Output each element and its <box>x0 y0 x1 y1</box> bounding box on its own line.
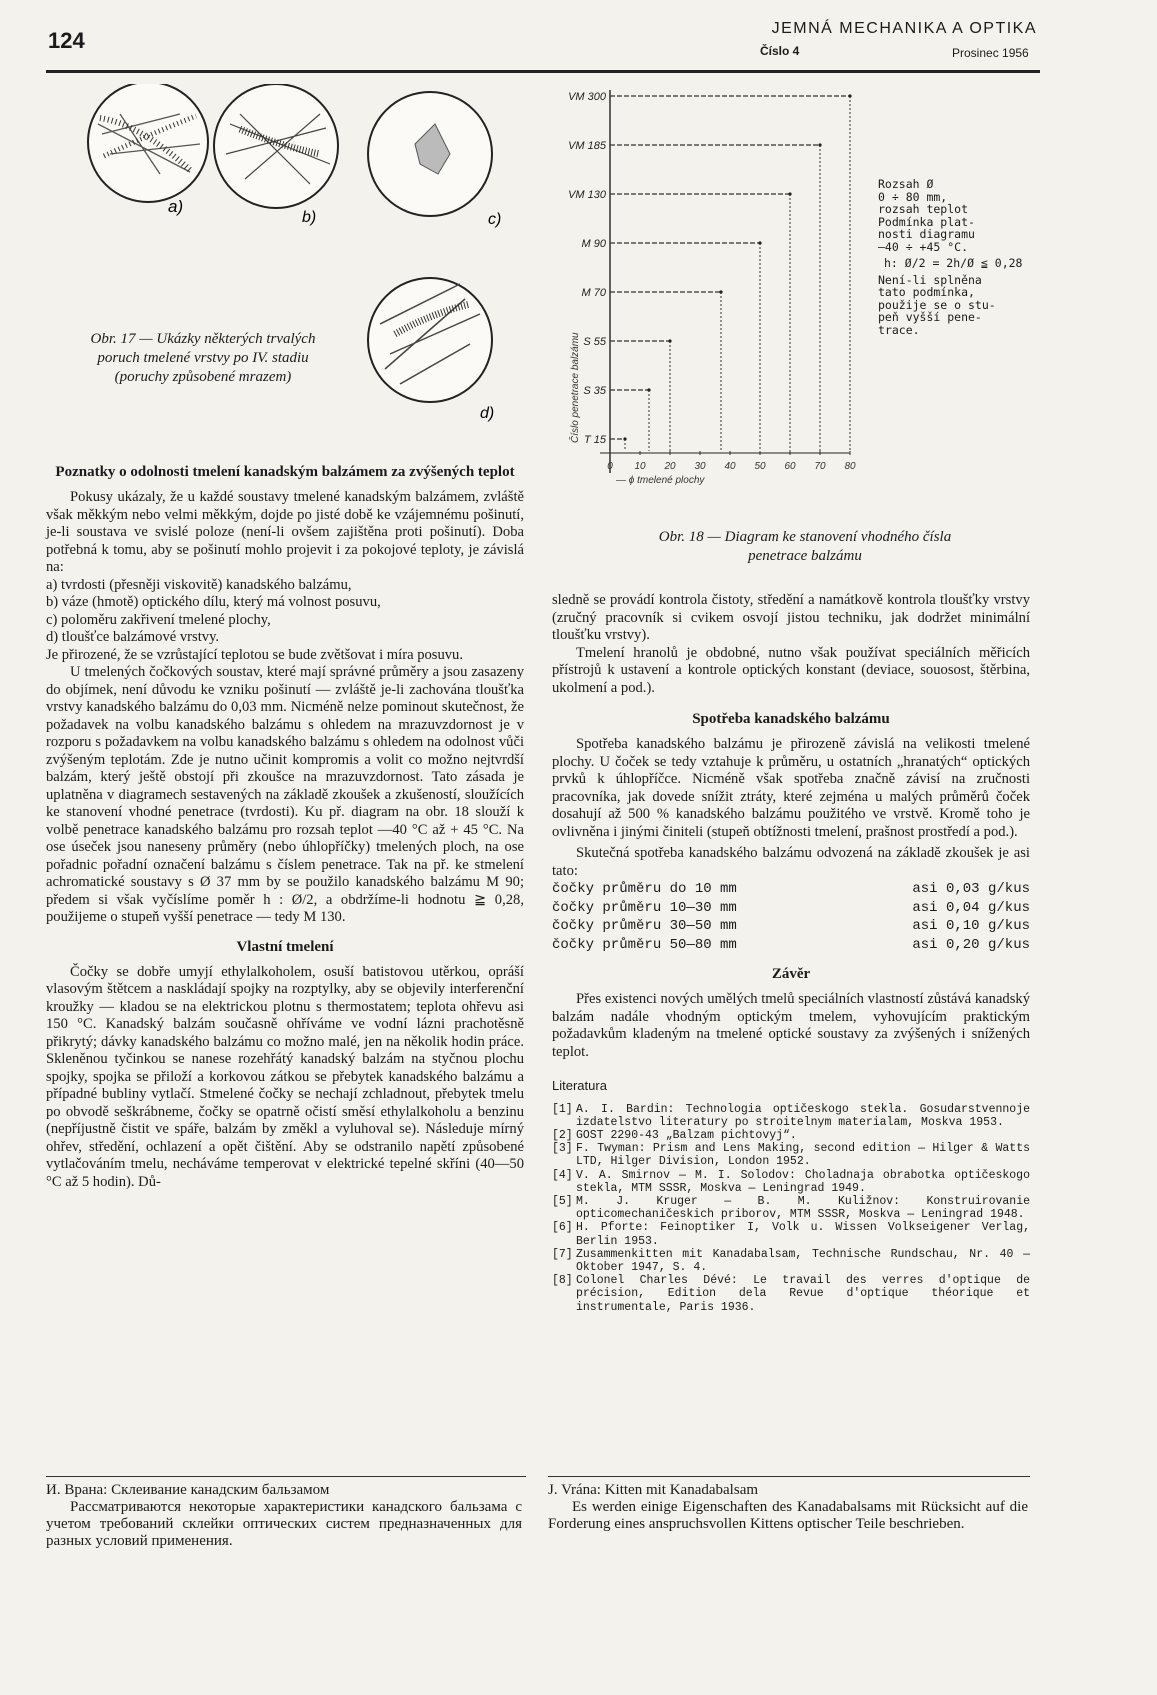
references-list <box>552 1103 1030 1314</box>
note-line: Rozsah Ø <box>878 177 934 191</box>
consumption-row <box>552 880 1030 899</box>
note-line: nosti diagramu <box>878 227 975 241</box>
note-line: trace. <box>878 322 920 337</box>
level-point <box>848 94 851 97</box>
paragraph: Přes existenci nových umělých tmelů speciálních vlastností zůstává kanadský balzám nadále vhodným optickým tmelem, vyhovujícím praktickým požadavkům kladeným na tmelené optické soustavy za zvýšených i snížených teplot. <box>552 991 1030 1060</box>
reference-text: Zusammenkitten mit Kanadabalsam, Technische Rundschau, Nr. 40 — Oktober 1947, S. 4. <box>576 1247 1030 1274</box>
paragraph: Pokusy ukázaly, že u každé soustavy tmelené kanadským balzámem, zvláště však měkkým nebo velmi měkkým, dojde po jisté době ke vzájemnému pošinutí, je-li soustava ve svislé poloze (není-li ovšem zajištěna proti pošinutí). Doba potřebná k tomu, aby se pošinutí mohlo projevit i za pokojové teploty, je závislá na: <box>46 489 524 575</box>
x-tick-label: 60 <box>784 461 796 472</box>
summary-title: И. Врана: Склеивание канадским бальзамом <box>46 1482 330 1498</box>
category-label: S 35 <box>583 385 606 397</box>
list-item: a) tvrdosti (přesněji viskovitě) kanadského balzámu, <box>46 576 352 593</box>
paragraph: Spotřeba kanadského balzámu je přirozeně závislá na velikosti tmelené plochy. U čoček se tedy vztahuje k průměru, u ostatních „hranatých“ optických prvků k úhlopříčce. Nicméně však spotřeba značně závisí na zručnosti pracovníka, jak dovede snížit ztráty, které zejména u malých průměrů čoček dosahují až 500 % kanadského balzámu použitého ve vrstvě. Kromě toho je ovlivněna i jinými činiteli (stupeň obtížnosti tmelení, prašnost prostředí a pod.). <box>552 736 1030 840</box>
caption-line: penetrace balzámu <box>748 548 862 564</box>
reference-item <box>552 1221 1030 1247</box>
category-label: T 15 <box>583 434 606 446</box>
summary-text: Es werden einige Eigenschaften des Kanadabalsams mit Rücksicht auf die Forderung eines anspruchsvollen Kittens optischer Teile beschrieben. <box>548 1499 1028 1532</box>
summary-title: J. Vrána: Kitten mit Kanadabalsam <box>548 1482 759 1498</box>
reference-item <box>552 1248 1030 1274</box>
header-rule <box>46 70 1040 73</box>
label-b: b) <box>302 209 317 226</box>
label-d: d) <box>480 405 495 422</box>
reference-number: [4] <box>552 1168 573 1182</box>
level-point <box>719 290 722 293</box>
paragraph: sledně se provádí kontrola čistoty, středění a namátkově kontrola tloušťky vrstvy (zručný pracovník si cvikem osvojí jistou techniku, jak dodržet minimální tloušťku vrstvy). <box>552 592 1030 643</box>
reference-text: GOST 2290-43 „Balzam pichtovyj“. <box>576 1128 797 1142</box>
consumption-row <box>552 936 1030 955</box>
russian-summary <box>46 1482 522 1550</box>
reference-number: [2] <box>552 1128 573 1142</box>
summary-rule-left <box>46 1476 526 1477</box>
row-label: čočky průměru 10—30 mm <box>552 899 737 916</box>
x-tick-label: 80 <box>844 461 856 472</box>
caption-line: Obr. 17 — Ukázky některých trvalých <box>90 331 316 347</box>
reference-number: [3] <box>552 1142 573 1156</box>
reference-item <box>552 1274 1030 1314</box>
paragraph: Skutečná spotřeba kanadského balzámu odvozená na základě zkoušek je asi tato: <box>552 845 1030 879</box>
reference-number: [6] <box>552 1221 573 1235</box>
note-line: h: Ø/2 = 2h/Ø ≦ 0,28 <box>884 256 1023 270</box>
list-item: d) tloušťce balzámové vrstvy. <box>46 629 220 645</box>
row-label: čočky průměru do 10 mm <box>552 881 737 897</box>
level-point <box>623 437 626 440</box>
left-column <box>46 458 524 1191</box>
reference-number: [5] <box>552 1194 573 1208</box>
category-label: M 90 <box>581 238 606 250</box>
category-label: VM 185 <box>568 140 606 152</box>
consumption-row <box>552 917 1030 936</box>
note-line: tato podmínka, <box>878 285 975 299</box>
micrograph-b <box>214 84 338 208</box>
section-heading: Spotřeba kanadského balzámu <box>692 711 890 727</box>
label-a: a) <box>168 197 184 216</box>
y-axis-label: Číslo penetrace balzámu <box>570 332 581 443</box>
category-label: M 70 <box>581 287 606 299</box>
reference-item <box>552 1129 1030 1142</box>
summary-rule-right <box>548 1476 1030 1477</box>
note-line: 0 ÷ 80 mm, <box>878 189 948 204</box>
list-item: c) poloměru zakřivení tmelené plochy, <box>46 611 271 628</box>
paragraph: U tmelených čočkových soustav, které mají správné průměry a jsou zasazeny do objímek, není důvodu ke vzniku pošinutí — zvláště je-li zachována tloušťka vrstvy kanadského balzámu do 0,03 mm. Nicméně nelze pominout skutečnost, že požadavek na volbu kanadského balzámu s ohledem na mrazuvzdornost je v rozporu s požadavkem na volbu kanadského balzámu s ohledem na odolnost vůči zvýšeným teplotám. Zde je nutno učinit kompromis a volit co možno nejtvrdší balzám, který ještě obstojí při zkoušce na mrazuvzdornost. Tato zásada je uplatněna v diagramech sestavených na základě zkoušek a zkušeností, sloužících ke stanovení vhodné penetrace (tvrdosti). Ku př. diagram na obr. 18 slouží k volbě penetrace kanadského balzámu pro rozsah teplot —40 °C až + 45 °C. Na ose úseček jsou naneseny průměry (nebo úhlopříčky) tmelených ploch, na ose pořadnic pořadní označení balzámu s číslem penetrace. Tak na př. ke stmelení achromatické soustavy s Ø 37 mm by se použilo kanadského balzámu M 90; předem si však vyčíslíme poměr h : Ø/2, a obdržíme-li hodnotu ≧ 0,28, použijeme o stupeň vyšší penetrace — tedy M 130. <box>46 664 524 925</box>
caption-line: (poruchy způsobené mrazem) <box>114 369 292 385</box>
paragraph: Tmelení hranolů je obdobné, nutno však používat speciálních měřicích přístrojů k ustavení a kontrole optických konstant (deviace, souosost, štěrbina, ukolmení a pod.). <box>552 644 1030 696</box>
caption-line: Obr. 18 — Diagram ke stanovení vhodného čísla <box>658 529 952 545</box>
x-tick-label: 20 <box>664 461 676 472</box>
row-value: asi 0,03 g/kus <box>912 881 1030 897</box>
caption-line: poruch tmelené vrstvy po IV. stadiu <box>97 350 309 366</box>
section-heading: Vlastní tmelení <box>236 938 334 955</box>
note-line: Podmínka plat- <box>878 214 975 229</box>
figure-18-chart <box>560 78 890 518</box>
section-heading: Poznatky o odolnosti tmelení kanadským balzámem za zvýšených teplot <box>55 464 515 480</box>
reference-number: [7] <box>552 1247 573 1261</box>
reference-text: A. I. Bardin: Technologia optičeskogo stekla. Gosudarstvennoje izdatelstvo literatury po stroitelnym materialam, Moskva 1953. <box>576 1102 1030 1129</box>
x-tick-label: 70 <box>814 461 826 472</box>
right-column <box>552 592 1030 1314</box>
x-tick-label: 30 <box>694 461 706 472</box>
note-line: peň vyšší pene- <box>878 310 982 324</box>
summary-text: Рассматриваются некоторые характеристики канадского бальзама с учетом требований склейки оптических систем предназначенных для разных условий применения. <box>46 1499 522 1549</box>
reference-text: M. J. Kruger — B. M. Kuližnov: Konstruirovanie opticomechaničeskich priborov, MTM SSSR, Moskva — Leningrad 1948. <box>576 1194 1030 1222</box>
note-line: —40 ÷ +45 °C. <box>878 239 969 254</box>
journal-title: JEMNÁ MECHANIKA A OPTIKA <box>771 20 1037 37</box>
section-heading: Závěr <box>771 966 811 982</box>
paragraph: Čočky se dobře umyjí ethylalkoholem, osuší batistovou utěrkou, opráší vlasovým štětcem a naskládají spojky na rozptylky, aby se objevily interferenční kroužky — kladou se na elektrickou plotnu s thermostatem; teplota ohřevu asi 150 °C. Kanadský balzám současně ohříváme ve vodní lázni prachotěsně přikrytý; dávky kanadského balzámu co možno malé, jen na několik hodin práce. Skleněnou tyčinkou se nanese rozehřátý kanadský balzám na styčnou plochu spojky, spojka se přiloží a korkovou zátkou se přebytek kanadského balzámu a případné bubliny vytlačí. Stmelené čočky se nechají zchladnout, přebytek tmelu po obvodě seškrábneme, čočky se opatrně očistí směsí ethylalkoholu a benzinu (nepříjustně čistit ve spáře, balzám by změkl a vyluhoval se). Následuje mírný ohřev, středění, ochlazení a opět čištění. Aby se odstranilo napětí způsobené vytlačováním tmelu, necháváme temperovat v elektrické tepelné skříni (40—50 °C až 5 hodin). Dů- <box>46 963 524 1190</box>
x-tick-label: 40 <box>724 461 736 472</box>
category-label: VM 130 <box>568 189 606 201</box>
category-label: S 55 <box>583 336 606 348</box>
issue-date: Prosinec 1956 <box>952 46 1029 60</box>
category-label: VM 300 <box>568 91 606 103</box>
reference-item <box>552 1195 1030 1221</box>
paragraph: Je přirozené, že se vzrůstající teplotou se bude zvětšovat i míra posuvu. <box>46 646 464 663</box>
figure-17-caption <box>48 330 358 387</box>
figure-18-caption <box>585 528 1025 566</box>
reference-item <box>552 1169 1030 1195</box>
x-tick-label: 0 <box>607 461 613 472</box>
row-value: asi 0,10 g/kus <box>912 918 1030 934</box>
note-line: použije se o stu- <box>878 297 996 312</box>
micrograph-d <box>368 278 492 402</box>
x-tick-label: 10 <box>634 461 646 472</box>
list-item: b) váze (hmotě) optického dílu, který má volnost posuvu, <box>46 594 381 610</box>
reference-item <box>552 1103 1030 1129</box>
note-line: Není-li splněna <box>878 272 982 287</box>
reference-item <box>552 1142 1030 1168</box>
level-point <box>758 241 761 244</box>
german-summary <box>548 1482 1028 1533</box>
x-tick-label: 50 <box>754 461 766 472</box>
row-value: asi 0,20 g/kus <box>912 936 1030 953</box>
micrograph-c <box>368 92 492 216</box>
figure-18-note <box>878 178 1028 336</box>
row-label: čočky průměru 50—80 mm <box>552 936 737 953</box>
label-c: c) <box>488 211 502 228</box>
reference-number: [1] <box>552 1102 573 1116</box>
references-heading: Literatura <box>552 1078 607 1093</box>
level-point <box>818 143 821 146</box>
issue-number: Číslo 4 <box>760 44 800 58</box>
consumption-table <box>552 880 1030 954</box>
level-point <box>668 339 671 342</box>
reference-text: V. A. Smirnov — M. I. Solodov: Choladnaja obrabotka optičeskogo stekla, MTM SSSR, Moskva — Leningrad 1949. <box>576 1168 1030 1195</box>
page-number: 124 <box>48 28 85 53</box>
consumption-row <box>552 899 1030 918</box>
level-point <box>647 388 650 391</box>
row-value: asi 0,04 g/kus <box>912 899 1030 916</box>
x-axis-label: — ϕ tmelené plochy <box>616 475 705 486</box>
reference-text: Colonel Charles Dévé: Le travail des verres d'optique de précision, Edition dela Revue d'optique théorique et instrumentale, Paris 1936. <box>576 1274 1030 1314</box>
reference-number: [8] <box>552 1274 573 1288</box>
note-line: rozsah teplot <box>878 202 969 216</box>
reference-text: F. Twyman: Prism and Lens Making, second edition — Hilger & Watts LTD, Hilger Division, London 1952. <box>576 1142 1030 1169</box>
reference-text: H. Pforte: Feinoptiker I, Volk u. Wissen Volkseigener Verlag, Berlin 1953. <box>576 1221 1030 1248</box>
level-point <box>788 192 791 195</box>
micrograph-a <box>88 84 208 202</box>
row-label: čočky průměru 30—50 mm <box>552 918 737 934</box>
